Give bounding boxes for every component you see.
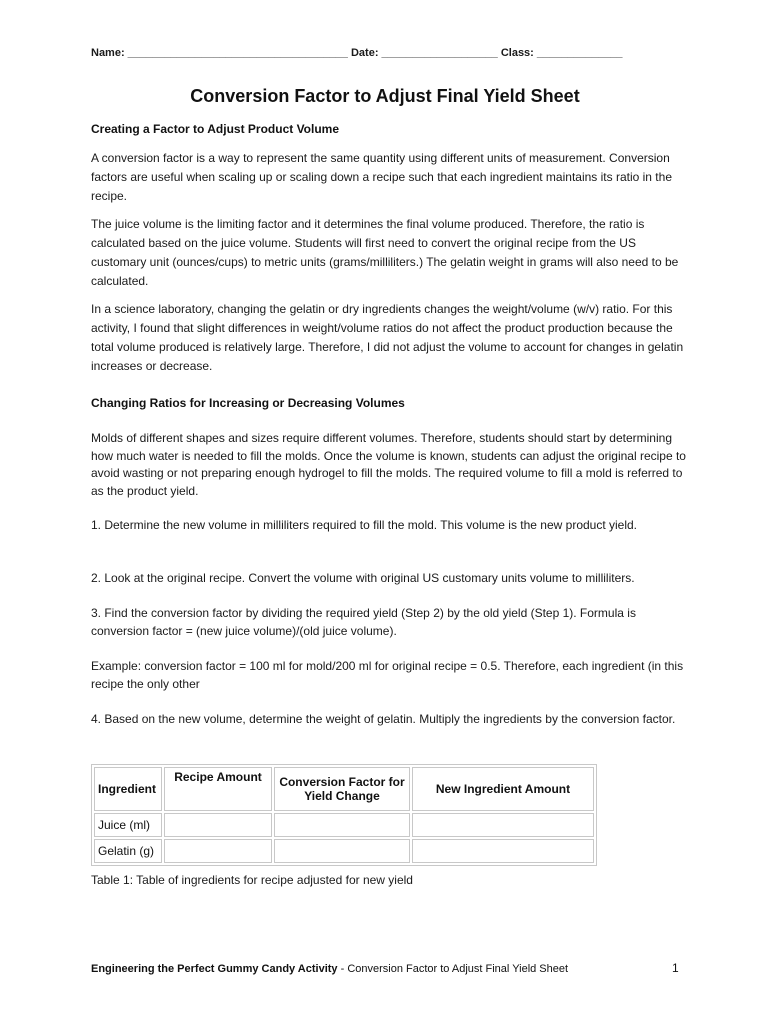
table-row <box>94 839 594 863</box>
cell-new-amount[interactable] <box>412 839 594 863</box>
paragraph-juice-volume: The juice volume is the limiting factor and it determines the final volume produced. Therefore, the ratio is calculated based on the juice volume. Students will first need to convert the original recipe from the US customary unit (ounces/cups) to metric units (grams/milliliters.) The gelatin weight in grams will also need to be calculated. <box>91 217 679 288</box>
footer-sheet-title: - Conversion Factor to Adjust Final Yield Sheet <box>337 963 569 975</box>
paragraph-molds: Molds of different shapes and sizes require different volumes. Therefore, students should start by determining how much water is needed to fill the molds. Once the volume is known, students can adjust the original recipe to avoid wasting or not preparing enough hydrogel to fill the molds. The required volume to fill a mold is referred to as the product yield. <box>91 431 686 498</box>
cell-recipe-amount[interactable] <box>164 813 272 837</box>
cell-new-amount[interactable] <box>412 813 594 837</box>
page-number: 1 <box>672 961 679 975</box>
table-header-conversion-factor: Conversion Factor for Yield Change <box>274 767 410 811</box>
step-4: 4. Based on the new volume, determine the weight of gelatin. Multiply the ingredients by the conversion factor. <box>91 712 676 726</box>
table-header-recipe-amount: Recipe Amount <box>164 767 272 811</box>
cell-ingredient: Gelatin (g) <box>94 839 162 863</box>
header-fields-line: Name: ____________________________________ Date: ___________________ Class: ______________ <box>91 47 623 59</box>
cell-ingredient: Juice (ml) <box>94 813 162 837</box>
footer-activity-title: Engineering the Perfect Gummy Candy Activity <box>91 963 338 975</box>
cell-conversion-factor[interactable] <box>274 813 410 837</box>
page-footer <box>91 963 568 975</box>
paragraph-science-lab: In a science laboratory, changing the gelatin or dry ingredients changes the weight/volume (w/v) ratio. For this activity, I found that slight differences in weight/volume ratios do not affect the product production because the total volume produced is relatively large. Therefore, I did not adjust the volume to account for changes in gelatin increases or decrease. <box>91 302 684 373</box>
ingredients-table <box>91 764 597 866</box>
step-3: 3. Find the conversion factor by dividing the required yield (Step 2) by the old yield (Step 1). Formula is conversion factor = (new juice volume)/(old juice volume). <box>91 606 636 638</box>
step-2: 2. Look at the original recipe. Convert the volume with original US customary units volume to milliliters. <box>91 571 635 585</box>
table-header-row <box>94 767 594 811</box>
paragraph-conversion-factor: A conversion factor is a way to represent the same quantity using different units of measurement. Conversion factors are useful when scaling up or scaling down a recipe such that each ingredient maintains its ratio in the recipe. <box>91 151 672 203</box>
table-header-new-amount: New Ingredient Amount <box>412 767 594 811</box>
cell-conversion-factor[interactable] <box>274 839 410 863</box>
step-1: 1. Determine the new volume in milliliters required to fill the mold. This volume is the new product yield. <box>91 518 638 532</box>
example-text: Example: conversion factor = 100 ml for mold/200 ml for original recipe = 0.5. Therefore, each ingredient (in this recipe the only other <box>91 659 684 691</box>
table-row <box>94 813 594 837</box>
table-caption: Table 1: Table of ingredients for recipe adjusted for new yield <box>91 873 413 887</box>
cell-recipe-amount[interactable] <box>164 839 272 863</box>
section-heading-creating: Creating a Factor to Adjust Product Volume <box>91 122 340 136</box>
section-heading-changing: Changing Ratios for Increasing or Decreasing Volumes <box>91 396 405 410</box>
page-title: Conversion Factor to Adjust Final Yield Sheet <box>190 86 580 106</box>
table-header-ingredient: Ingredient <box>94 767 162 811</box>
